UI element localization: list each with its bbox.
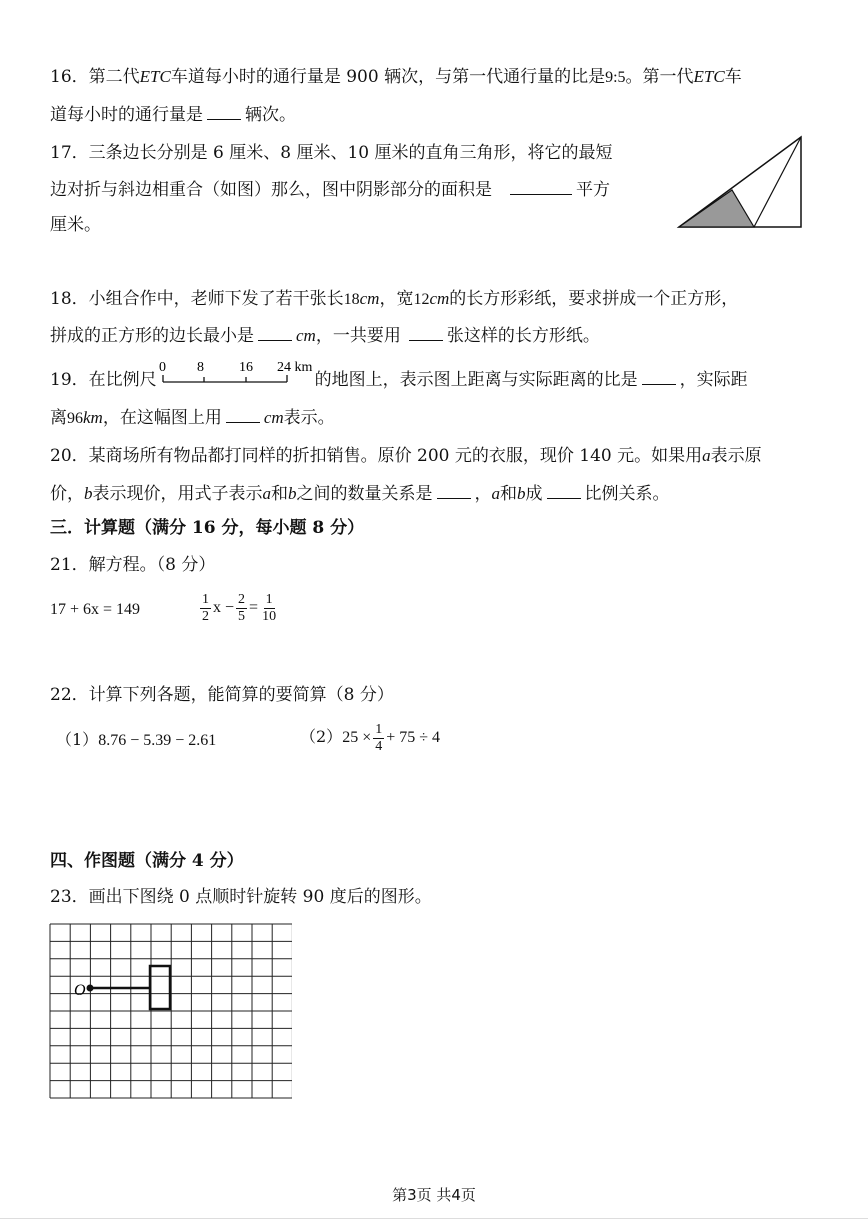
q18-answer-blank-2[interactable] — [409, 324, 443, 341]
q19-line1: 19．在比例尺 0 8 16 24 km 的地图上，表示图上距离与实际距离的比是 ，实际距 — [50, 359, 748, 390]
section-4-heading: 四、作图题（满分 4 分） — [50, 851, 244, 871]
q21-equation-1: 17 + 6x = 149 — [50, 601, 141, 618]
shaded-region — [679, 190, 754, 227]
q18-line2: 拼成的正方形的边长最小是 cm，一共要用 张这样的长方形纸。 — [50, 326, 600, 346]
q19-answer-blank-2[interactable] — [226, 406, 260, 423]
q21-equation-2: $\frac{1}{2}$ x − $\frac{2}{5}$ = $\frac{1}{10}$ — [202, 592, 277, 624]
scale-tick-label: 24 km — [276, 359, 313, 375]
q20-answer-blank-2[interactable] — [547, 482, 581, 499]
q17-line3: 厘米。 — [50, 215, 101, 235]
q18-answer-blank-1[interactable] — [258, 324, 292, 341]
q22-problem-2: （2）25 × $\frac{1}{4}$ + 75 ÷ 4 — [300, 722, 441, 754]
figure-rectangle — [150, 966, 170, 1009]
scale-tick-label: 8 — [196, 359, 204, 375]
footer-divider — [0, 1218, 868, 1219]
q23-drawing-grid[interactable] — [49, 923, 292, 1099]
scale-tick-label: 0 — [158, 359, 166, 375]
q16-answer-blank[interactable] — [207, 103, 241, 120]
scale-tick-label: 16 — [238, 359, 253, 375]
q17-triangle-figure — [676, 134, 806, 230]
scale-bar — [157, 359, 327, 392]
page-footer: 第3页 共4页 — [392, 1186, 476, 1204]
grid-lines — [50, 924, 292, 1098]
q19-line2: 离96km，在这幅图上用 cm表示。 — [50, 408, 335, 428]
q22-title: 22．计算下列各题，能简算的要简算（8 分） — [50, 685, 394, 705]
rotation-point — [87, 985, 94, 992]
q23-title: 23．画出下图绕 0 点顺时针旋转 90 度后的图形。 — [50, 887, 432, 907]
q20-line2: 价，b表示现价，用式子表示a和b之间的数量关系是 ，a和b成 比例关系。 — [50, 484, 670, 504]
q17-line2: 边对折与斜边相重合（如图）那么，图中阴影部分的面积是 平方 — [50, 180, 610, 200]
q20-line1: 20．某商场所有物品都打同样的折扣销售。原价 200 元的衣服，现价 140 元。如果用a表示原 — [50, 446, 762, 466]
q20-answer-blank-1[interactable] — [437, 482, 471, 499]
q18-line1: 18．小组合作中，老师下发了若干张长18cm，宽12cm的长方形彩纸，要求拼成一个正方形， — [50, 289, 739, 309]
point-o-label: O — [74, 982, 86, 999]
q17-answer-blank[interactable] — [510, 178, 572, 195]
q22-problem-1: （1）8.76 − 5.39 − 2.61 — [56, 730, 217, 749]
q16-line2: 道每小时的通行量是 辆次。 — [50, 105, 296, 125]
q19-answer-blank-1[interactable] — [642, 368, 676, 385]
q21-title: 21．解方程。（8 分） — [50, 555, 216, 575]
q17-line1: 17．三条边长分别是 6 厘米、8 厘米、10 厘米的直角三角形，将它的最短 — [50, 143, 613, 163]
section-3-heading: 三．计算题（满分 16 分，每小题 8 分） — [50, 518, 365, 538]
fold-line — [754, 137, 801, 227]
q16-line1: 16．第二代ETC车道每小时的通行量是 900 辆次，与第一代通行量的比是9:5。第一代ETC车 — [50, 67, 742, 87]
